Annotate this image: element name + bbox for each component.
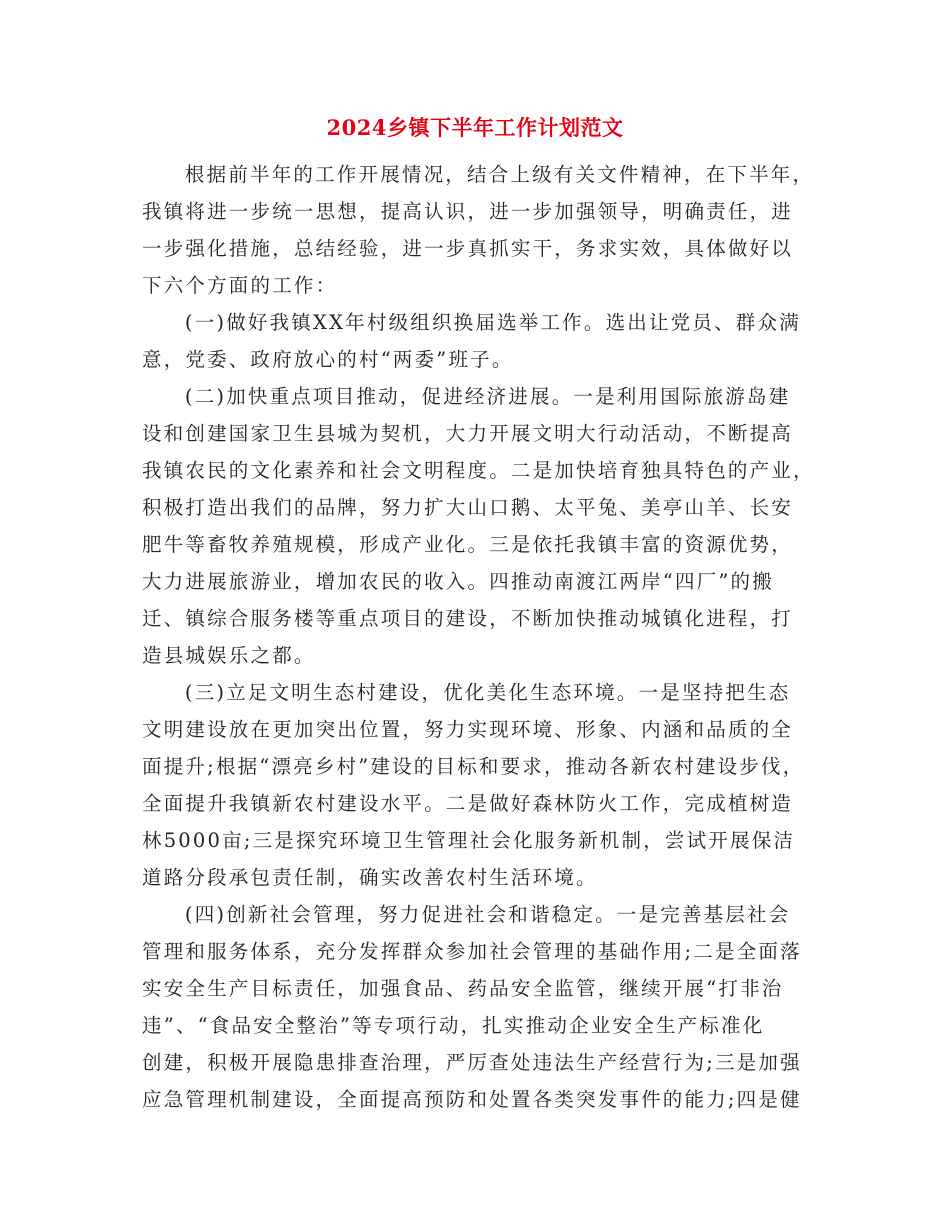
document-body: [142, 156, 815, 1118]
text-line: 道路分段承包责任制，确实改善农村生活环境。: [142, 866, 598, 889]
text-line: 积极打造出我们的品牌，努力扩大山口鹅、太平兔、美亭山羊、长安: [142, 496, 794, 519]
paragraph-section-3: [142, 674, 812, 896]
text-line: 林5000亩;三是探究环境卫生管理社会化服务新机制，尝试开展保洁: [142, 829, 796, 852]
text-line: 全面提升我镇新农村建设水平。二是做好森林防火工作，完成植树造: [142, 792, 794, 815]
text-line: 应急管理机制建设，全面提高预防和处置各类突发事件的能力;四是健: [142, 1088, 802, 1111]
text-line: 下六个方面的工作：: [142, 274, 338, 297]
document-title: 2024乡镇下半年工作计划范文: [326, 115, 624, 140]
text-line: 造县城娱乐之都。: [142, 644, 316, 667]
text-line: 面提升;根据“漂亮乡村”建设的目标和要求，推动各新农村建设步伐，: [142, 755, 805, 778]
text-line: 大力进展旅游业，增加农民的收入。四推动南渡江两岸“四厂”的搬: [142, 570, 774, 593]
text-line: 意，党委、政府放心的村“两委”班子。: [142, 348, 514, 371]
text-line: 实安全生产目标责任，加强食品、药品安全监管，继续开展“打非治: [142, 977, 784, 1000]
text-line: 迁、镇综合服务楼等重点项目的建设，不断加快推动城镇化进程，打: [142, 607, 794, 630]
text-line: 根据前半年的工作开展情况，结合上级有关文件精神，在下半年，: [184, 163, 815, 186]
paragraph-intro: [142, 156, 815, 304]
text-line: 违”、“食品安全整治”等专项行动，扎实推动企业安全生产标准化: [142, 1014, 765, 1037]
paragraph-section-4: [142, 896, 812, 1118]
text-line: (三)立足文明生态村建设，优化美化生态环境。一是坚持把生态: [184, 681, 791, 704]
paragraph-section-1: [142, 304, 812, 378]
text-line: (四)创新社会管理，努力促进社会和谐稳定。一是完善基层社会: [184, 903, 791, 926]
text-line: 我镇将进一步统一思想，提高认识，进一步加强领导，明确责任，进: [142, 200, 794, 223]
text-line: 我镇农民的文化素养和社会文明程度。二是加快培育独具特色的产业，: [142, 459, 815, 482]
text-line: 设和创建国家卫生县城为契机，大力开展文明大行动活动，不断提高: [142, 422, 794, 445]
text-line: 肥牛等畜牧养殖规模，形成产业化。三是依托我镇丰富的资源优势，: [142, 533, 794, 556]
paragraph-section-2: [142, 378, 815, 674]
text-line: (一)做好我镇XX年村级组织换届选举工作。选出让党员、群众满: [184, 311, 801, 334]
text-line: 一步强化措施，总结经验，进一步真抓实干，务求实效，具体做好以: [142, 237, 794, 260]
text-line: 管理和服务体系，充分发挥群众参加社会管理的基础作用;二是全面落: [142, 940, 802, 963]
text-line: (二)加快重点项目推动，促进经济进展。一是利用国际旅游岛建: [184, 385, 791, 408]
text-line: 文明建设放在更加突出位置，努力实现环境、形象、内涵和品质的全: [142, 718, 794, 741]
text-line: 创建，积极开展隐患排查治理，严厉查处违法生产经营行为;三是加强: [142, 1051, 802, 1074]
